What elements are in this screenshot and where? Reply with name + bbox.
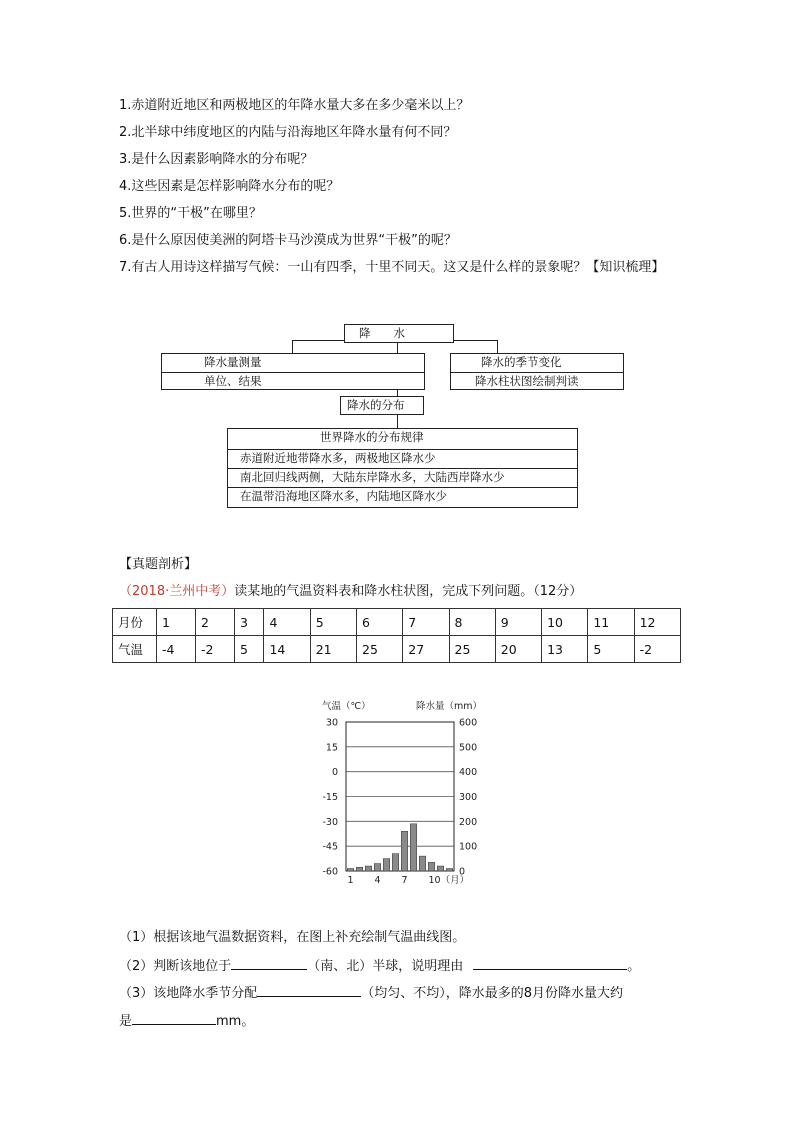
table-cell: 3 (235, 609, 264, 636)
right-axis-label: 降水量（mm） (416, 701, 483, 712)
table-cell: 7 (403, 609, 449, 636)
section-title: 【真题剖析】 (119, 557, 198, 572)
source-open: （ (119, 584, 133, 599)
left-axis-label: 气温（℃） (322, 701, 371, 712)
mindmap-rule-3: 在温带沿海地区降水多，内陆地区降水少 (228, 487, 577, 504)
left-tick-label: 15 (325, 742, 338, 754)
right-tick-label: 300 (459, 792, 478, 803)
mindmap-root (344, 324, 454, 343)
mindmap-connector (292, 340, 345, 341)
answer-2-blank-hemisphere[interactable] (231, 955, 307, 970)
exam-prompt-text: 读某地的气温资料表和降水柱状图，完成下列问题。（12分） (234, 584, 583, 599)
exam-prompt (119, 582, 582, 602)
table-row-months (113, 609, 681, 636)
answer-3-text-a: （3）该地降水季节分配 (119, 986, 258, 1001)
precipitation-bar (356, 867, 362, 871)
table-row-temps (113, 636, 681, 663)
answer-3-blank-amount[interactable] (132, 1010, 216, 1025)
mindmap-center-node (340, 396, 424, 415)
question-6: 6.是什么原因使美洲的阿塔卡马沙漠成为世界“干极”的呢？ (119, 233, 457, 248)
plot-frame (346, 722, 454, 871)
right-tick-label: 600 (459, 717, 478, 729)
answer-1: （1）根据该地气温数据资料，在图上补充绘制气温曲线图。 (119, 930, 466, 945)
mindmap-root-label: 降 水 (359, 326, 405, 340)
mindmap-rule-1: 赤道附近地带降水多，两极地区降水少 (228, 449, 577, 466)
table-cell: -2 (196, 636, 235, 663)
right-tick-label: 200 (459, 816, 478, 828)
precipitation-bar (446, 869, 452, 871)
mindmap-rules-box (227, 428, 578, 508)
left-tick-label: -60 (322, 866, 338, 878)
right-tick-label: 100 (459, 841, 478, 853)
mindmap-left-title: 降水量测量 (204, 355, 262, 369)
mindmap-right-sub: 降水柱状图绘制判读 (451, 372, 623, 389)
mindmap-connector (397, 413, 398, 428)
left-tick-label: -45 (322, 841, 338, 853)
climate-table (112, 608, 681, 663)
answer-3-text-b: （均匀、不均），降水最多的8月份降水量大约 (361, 986, 624, 1001)
mindmap-rules-title: 世界降水的分布规律 (320, 430, 424, 444)
answer-3-text-d: mm。 (216, 1014, 255, 1029)
precipitation-bar (392, 854, 398, 871)
table-cell: 6 (357, 609, 403, 636)
right-tick-label: 0 (459, 866, 466, 878)
mindmap-connector (497, 340, 498, 353)
table-cell: 1 (157, 609, 196, 636)
table-row-label: 月份 (113, 609, 157, 636)
table-cell: 5 (310, 609, 356, 636)
mindmap-connector (453, 340, 498, 341)
table-cell: 5 (588, 636, 634, 663)
precipitation-bar (401, 831, 407, 871)
answer-2-text-b: （南、北）半球，说明理由 (307, 959, 464, 974)
question-3: 3.是什么因素影响降水的分布呢？ (119, 152, 314, 167)
left-tick-label: 0 (331, 767, 338, 779)
left-tick-label: 30 (325, 717, 338, 729)
table-cell: 13 (542, 636, 588, 663)
table-cell: -2 (634, 636, 680, 663)
table-cell: 5 (235, 636, 264, 663)
table-cell: 14 (264, 636, 310, 663)
answer-2-blank-reason[interactable] (473, 955, 627, 970)
x-tick-label: 7 (401, 875, 408, 886)
precipitation-bar (428, 862, 434, 871)
question-4: 4.这些因素是怎样影响降水分布的呢？ (119, 179, 340, 194)
precipitation-bar (419, 856, 425, 871)
table-cell: 27 (403, 636, 449, 663)
question-7: 7.有古人用诗这样描写气候：一山有四季，十里不同天。这又是什么样的景象呢？【知识梳理】 (119, 260, 665, 275)
precipitation-bar (347, 869, 353, 871)
table-cell: 20 (495, 636, 541, 663)
x-tick-label: 10（月） (428, 875, 470, 886)
table-cell: 21 (310, 636, 356, 663)
table-cell: -4 (157, 636, 196, 663)
mindmap-center-label: 降水的分布 (347, 398, 405, 412)
precipitation-bar (383, 859, 389, 871)
answer-2-text-a: （2）判断该地位于 (119, 959, 232, 974)
table-row-label: 气温 (113, 636, 157, 663)
source-close: ） (221, 584, 235, 599)
answer-3-blank-distribution[interactable] (257, 982, 361, 997)
precipitation-bar (365, 866, 371, 871)
right-tick-label: 500 (459, 742, 478, 754)
table-cell: 11 (588, 609, 634, 636)
table-cell: 25 (449, 636, 495, 663)
table-cell: 8 (449, 609, 495, 636)
question-2: 2.北半球中纬度地区的内陆与沿海地区年降水量有何不同？ (119, 125, 457, 140)
answer-3-cont (119, 1010, 254, 1032)
mindmap-connector (292, 340, 293, 353)
answer-2-text-c: 。 (627, 959, 641, 974)
exam-source: 2018·兰州中考 (132, 584, 222, 599)
mindmap-right-node (450, 353, 624, 390)
x-tick-label: 1 (347, 875, 354, 886)
table-cell: 9 (495, 609, 541, 636)
precipitation-bar (437, 866, 443, 871)
left-tick-label: -15 (322, 792, 338, 803)
precipitation-bar (410, 824, 416, 871)
x-tick-label: 4 (374, 875, 381, 886)
left-tick-label: -30 (322, 816, 338, 828)
mindmap-left-node (161, 353, 425, 390)
mindmap-right-title: 降水的季节变化 (481, 355, 562, 369)
table-cell: 4 (264, 609, 310, 636)
question-5: 5.世界的“干极”在哪里？ (119, 206, 262, 221)
question-1: 1.赤道附近地区和两极地区的年降水量大多在多少毫米以上？ (119, 98, 470, 113)
table-cell: 2 (196, 609, 235, 636)
table-cell: 12 (634, 609, 680, 636)
precipitation-bar (374, 864, 380, 871)
mindmap-left-sub: 单位、结果 (162, 372, 424, 389)
right-tick-label: 400 (459, 767, 478, 779)
mindmap-rule-2: 南北回归线两侧，大陆东岸降水多，大陆西岸降水少 (228, 468, 577, 485)
answer-3 (119, 982, 623, 1004)
answer-2 (119, 955, 640, 977)
table-cell: 25 (357, 636, 403, 663)
answer-3-text-c: 是 (119, 1014, 133, 1029)
table-cell: 10 (542, 609, 588, 636)
